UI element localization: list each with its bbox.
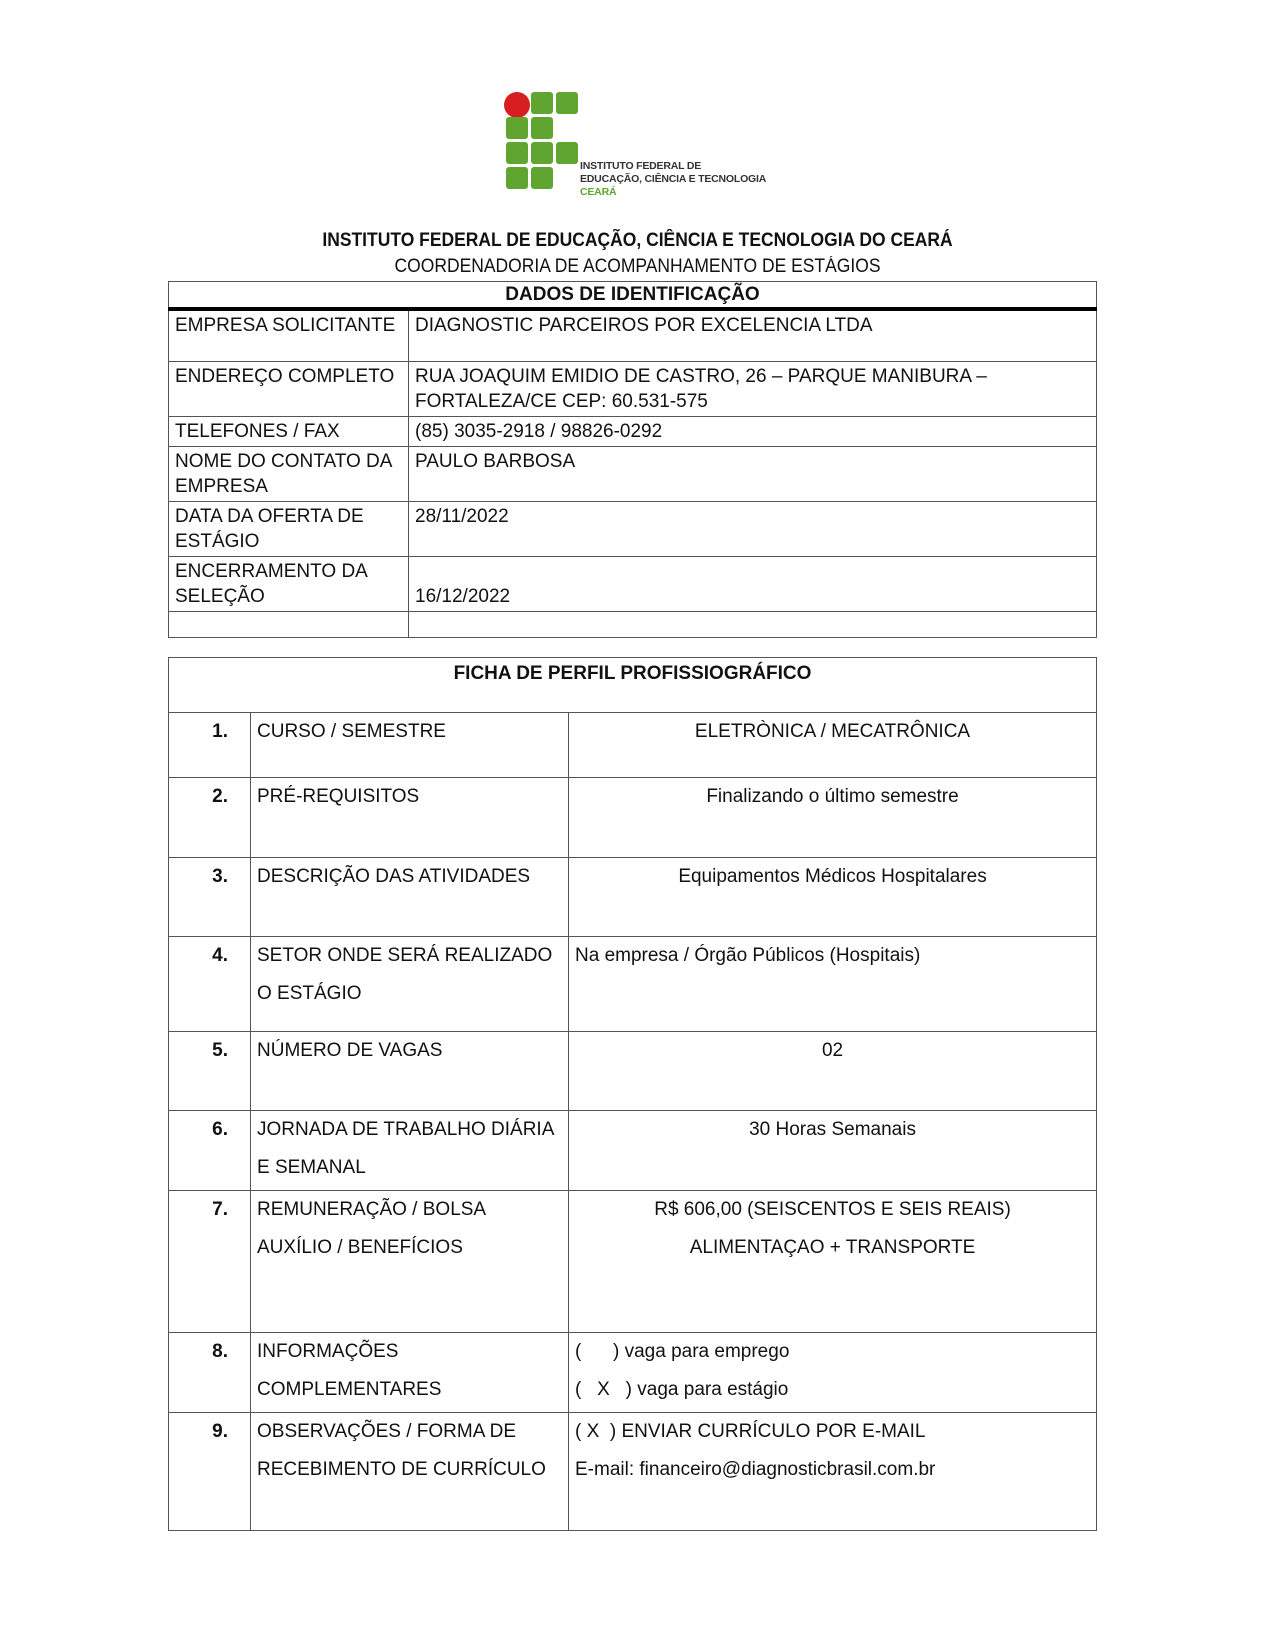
row-value: ELETRÒNICA / MECATRÔNICA xyxy=(569,713,1097,778)
row-label: REMUNERAÇÃO / BOLSA AUXÍLIO / BENEFÍCIOS xyxy=(251,1191,569,1333)
row-label: NOME DO CONTATO DA EMPRESA xyxy=(169,446,409,501)
table-row-empty xyxy=(169,611,1097,637)
row-label: DATA DA OFERTA DE ESTÁGIO xyxy=(169,501,409,556)
row-label: CURSO / SEMESTRE xyxy=(251,713,569,778)
value-line-1: R$ 606,00 (SEISCENTOS E SEIS REAIS) xyxy=(654,1199,1011,1220)
table-row xyxy=(169,713,1097,778)
logo-square xyxy=(531,167,553,189)
row-number: 9. xyxy=(169,1413,251,1531)
table-row xyxy=(169,309,1097,361)
logo-square xyxy=(556,142,578,164)
logo-square xyxy=(531,92,553,114)
row-number: 2. xyxy=(169,778,251,858)
row-number: 8. xyxy=(169,1333,251,1413)
profile-table xyxy=(168,657,1097,1531)
table-row xyxy=(169,556,1097,611)
row-value: 02 xyxy=(569,1032,1097,1111)
row-label: DESCRIÇÃO DAS ATIVIDADES xyxy=(251,858,569,937)
profile-heading: FICHA DE PERFIL PROFISSIOGRÁFICO xyxy=(169,658,1097,713)
logo-square xyxy=(506,167,528,189)
table-row xyxy=(169,1111,1097,1191)
row-value: Finalizando o último semestre xyxy=(569,778,1097,858)
row-label: PRÉ-REQUISITOS xyxy=(251,778,569,858)
row-label: SETOR ONDE SERÁ REALIZADO O ESTÁGIO xyxy=(251,937,569,1032)
row-value: DIAGNOSTIC PARCEIROS POR EXCELENCIA LTDA xyxy=(409,309,1097,361)
row-label: TELEFONES / FAX xyxy=(169,416,409,446)
logo-line-3: CEARÁ xyxy=(580,186,617,198)
row-label: OBSERVAÇÕES / FORMA DE RECEBIMENTO DE CURRÍCULO xyxy=(251,1413,569,1531)
checkbox-option-email: ( X ) ENVIAR CURRÍCULO POR E-MAIL xyxy=(575,1421,926,1442)
logo-square xyxy=(506,117,528,139)
table-row xyxy=(169,858,1097,937)
document-subtitle: COORDENADORIA DE ACOMPANHAMENTO DE ESTÁGIOS xyxy=(394,256,881,277)
row-label: ENCERRAMENTO DA SELEÇÃO xyxy=(169,556,409,611)
table-row xyxy=(169,416,1097,446)
row-value: (85) 3035-2918 / 98826-0292 xyxy=(409,416,1097,446)
row-number: 3. xyxy=(169,858,251,937)
row-value xyxy=(569,1413,1097,1531)
row-value: Na empresa / Órgão Públicos (Hospitais) xyxy=(569,937,1097,1032)
empty-cell xyxy=(169,611,409,637)
table-row xyxy=(169,937,1097,1032)
row-value xyxy=(569,1191,1097,1333)
row-label: EMPRESA SOLICITANTE xyxy=(169,309,409,361)
table-row xyxy=(169,361,1097,416)
logo-square xyxy=(531,117,553,139)
table-row xyxy=(169,1413,1097,1531)
checkbox-option-emprego: ( ) vaga para emprego xyxy=(575,1341,790,1362)
logo-square xyxy=(556,92,578,114)
row-label: JORNADA DE TRABALHO DIÁRIA E SEMANAL xyxy=(251,1111,569,1191)
logo-square xyxy=(531,142,553,164)
table-row xyxy=(169,1191,1097,1333)
row-value: PAULO BARBOSA xyxy=(409,446,1097,501)
row-value: 30 Horas Semanais xyxy=(569,1111,1097,1191)
row-label: ENDEREÇO COMPLETO xyxy=(169,361,409,416)
row-number: 5. xyxy=(169,1032,251,1111)
identification-table xyxy=(168,281,1097,638)
row-label: INFORMAÇÕES COMPLEMENTARES xyxy=(251,1333,569,1413)
row-number: 6. xyxy=(169,1111,251,1191)
row-value xyxy=(569,1333,1097,1413)
logo-line-2: EDUCAÇÃO, CIÊNCIA E TECNOLOGIA xyxy=(580,173,767,185)
table-row xyxy=(169,778,1097,858)
identification-heading: DADOS DE IDENTIFICAÇÃO xyxy=(169,282,1097,310)
table-row xyxy=(169,1032,1097,1111)
table-row xyxy=(169,1333,1097,1413)
checkbox-option-estagio: ( X ) vaga para estágio xyxy=(575,1379,789,1400)
row-label: NÚMERO DE VAGAS xyxy=(251,1032,569,1111)
row-number: 1. xyxy=(169,713,251,778)
ifce-logo xyxy=(504,92,784,212)
logo-line-1: INSTITUTO FEDERAL DE xyxy=(580,160,702,172)
row-number: 7. xyxy=(169,1191,251,1333)
table-row xyxy=(169,446,1097,501)
row-value: RUA JOAQUIM EMIDIO DE CASTRO, 26 – PARQUE MANIBURA – FORTALEZA/CE CEP: 60.531-575 xyxy=(409,361,1097,416)
document-title: INSTITUTO FEDERAL DE EDUCAÇÃO, CIÊNCIA E TECNOLOGIA DO CEARÁ xyxy=(322,230,953,251)
email-address: E-mail: financeiro@diagnosticbrasil.com.br xyxy=(575,1459,936,1480)
empty-cell xyxy=(409,611,1097,637)
logo-text xyxy=(580,160,766,199)
row-value: 28/11/2022 xyxy=(409,501,1097,556)
logo-red-dot xyxy=(504,92,530,118)
row-value: Equipamentos Médicos Hospitalares xyxy=(569,858,1097,937)
logo-square xyxy=(506,142,528,164)
table-row xyxy=(169,501,1097,556)
row-value: 16/12/2022 xyxy=(409,556,1097,611)
row-number: 4. xyxy=(169,937,251,1032)
value-line-2: ALIMENTAÇAO + TRANSPORTE xyxy=(689,1237,976,1258)
